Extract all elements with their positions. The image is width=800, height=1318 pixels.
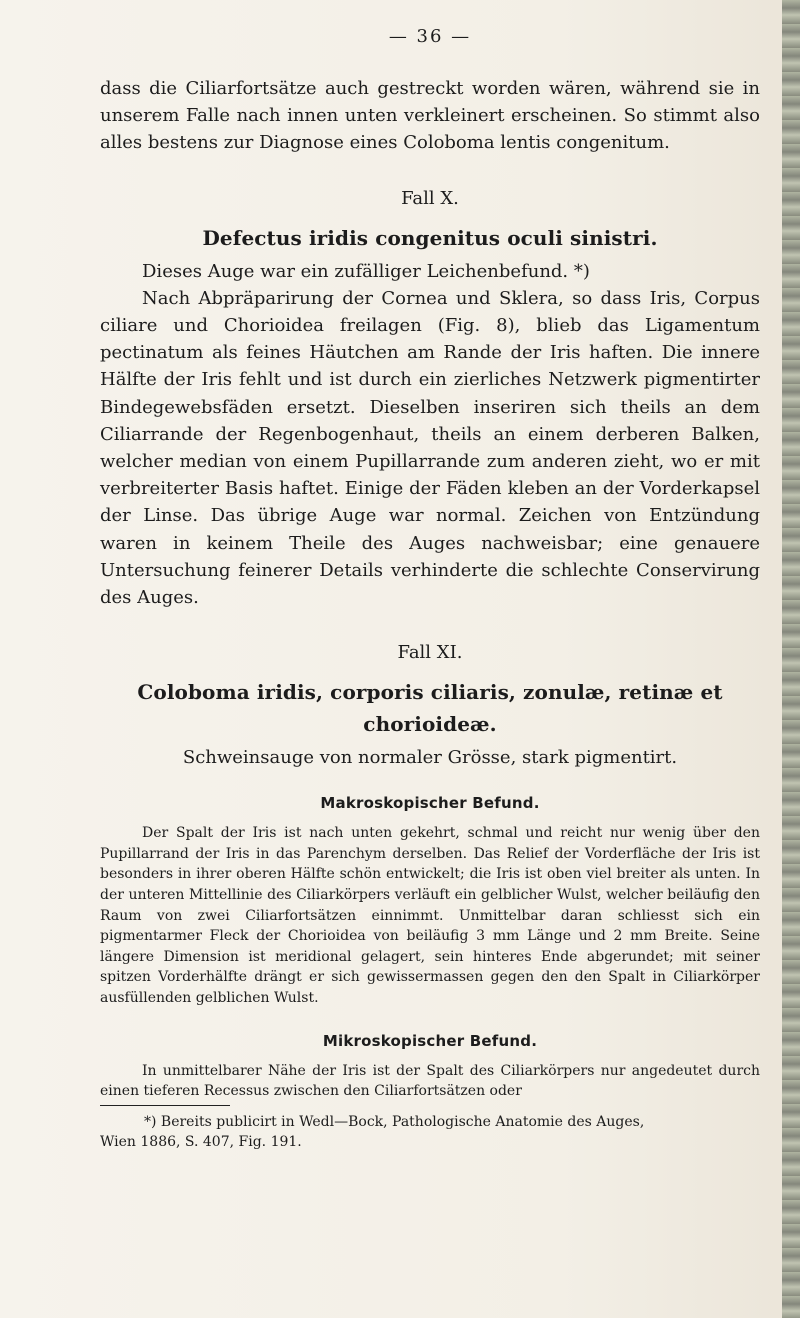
page-number: — 36 — xyxy=(388,26,472,47)
microscopic-findings: In unmittelbarer Nähe der Iris ist der Spalt des Ciliarkörpers nur angedeutet durch einen tieferen Recessus zwischen den Ciliarfortsätzen oder xyxy=(100,1062,760,1100)
case-xi-subtitle: Schweinsauge von normaler Grösse, stark pigmentirt. xyxy=(182,747,678,769)
macroscopic-heading: Makroskopischer Befund. xyxy=(320,794,540,813)
case-x-section xyxy=(100,185,760,612)
case-x-title: Defectus iridis congenitus oculi sinistri. xyxy=(202,225,658,250)
case-x-label: Fall X. xyxy=(401,187,459,209)
intro-paragraph: dass die Ciliarfortsätze auch gestreckt worden wären, während sie in unserem Falle nach innen unten verkleinert erscheinen. So stimmt also alles bestens zur Diagnose eines Coloboma lentis congenitum. xyxy=(100,78,760,154)
case-xi-label: Fall XI. xyxy=(397,642,463,664)
footnote-continuation: Wien 1886, S. 407, Fig. 191. xyxy=(100,1134,302,1151)
case-xi-section xyxy=(100,639,760,1102)
microscopic-heading: Mikroskopischer Befund. xyxy=(322,1031,538,1050)
page-edge-binding xyxy=(782,0,800,1318)
page-content xyxy=(100,26,760,1153)
case-x-paragraph-2: Nach Abpräparirung der Cornea und Sklera, so dass Iris, Corpus ciliare und Chorioidea freilagen (Fig. 8), blieb das Ligamentum pectinatum als feines Häutchen am Rande der Iris haften. Die innere Hälfte der Iris fehlt und ist durch ein zierliches Netzwerk pigmentirter Bindegewebsfäden ersetzt. Dieselben inseriren sich theils an dem Ciliarrande der Regenbogenhaut, theils an einem derberen Balken, welcher median von einem Pupillarrande zum anderen zieht, wo er mit verbreiterter Basis haftet. Einige der Fäden kleben an der Vorderkapsel der Linse. Das übrige Auge war normal. Zeichen von Entzündung waren in keinem Theile des Auges nachweisbar; eine genauere Untersuchung feinerer Details verhinderte die schlechte Conservirung des Auges. xyxy=(100,287,760,609)
case-x-paragraph-1: Dieses Auge war ein zufälliger Leichenbefund. *) xyxy=(142,260,590,282)
case-xi-title: Coloboma iridis, corporis ciliaris, zonulæ, retinæ et chorioideæ. xyxy=(137,680,723,737)
macroscopic-findings: Der Spalt der Iris ist nach unten gekehrt, schmal und reicht nur wenig über den Pupillarrand der Iris in das Parenchym derselben. Das Relief der Vorderfläche der Iris ist besonders in ihrer oberen Hälfte schön entwickelt; die Iris ist oben viel breiter als unten. In der unteren Mittellinie des Ciliarkörpers verläuft ein gelblicher Wulst, welcher beiläufig den Raum von zwei Ciliarfortsätzen einnimmt. Unmittelbar daran schliesst sich ein pigmentarmer Fleck der Chorioidea von beiläufig 3 mm Länge und 2 mm Breite. Seine längere Dimension ist meridional gelagert, sein hinteres Ende abgerundet; mit seiner spitzen Vorderhälfte drängt er sich gewissermassen gegen den den Spalt in Ciliarkörper ausfüllenden gelblichen Wulst. xyxy=(100,825,760,1006)
footnote-divider xyxy=(100,1105,230,1106)
footnote-text: *) Bereits publicirt in Wedl—Bock, Pathologische Anatomie des Auges, xyxy=(144,1113,645,1130)
